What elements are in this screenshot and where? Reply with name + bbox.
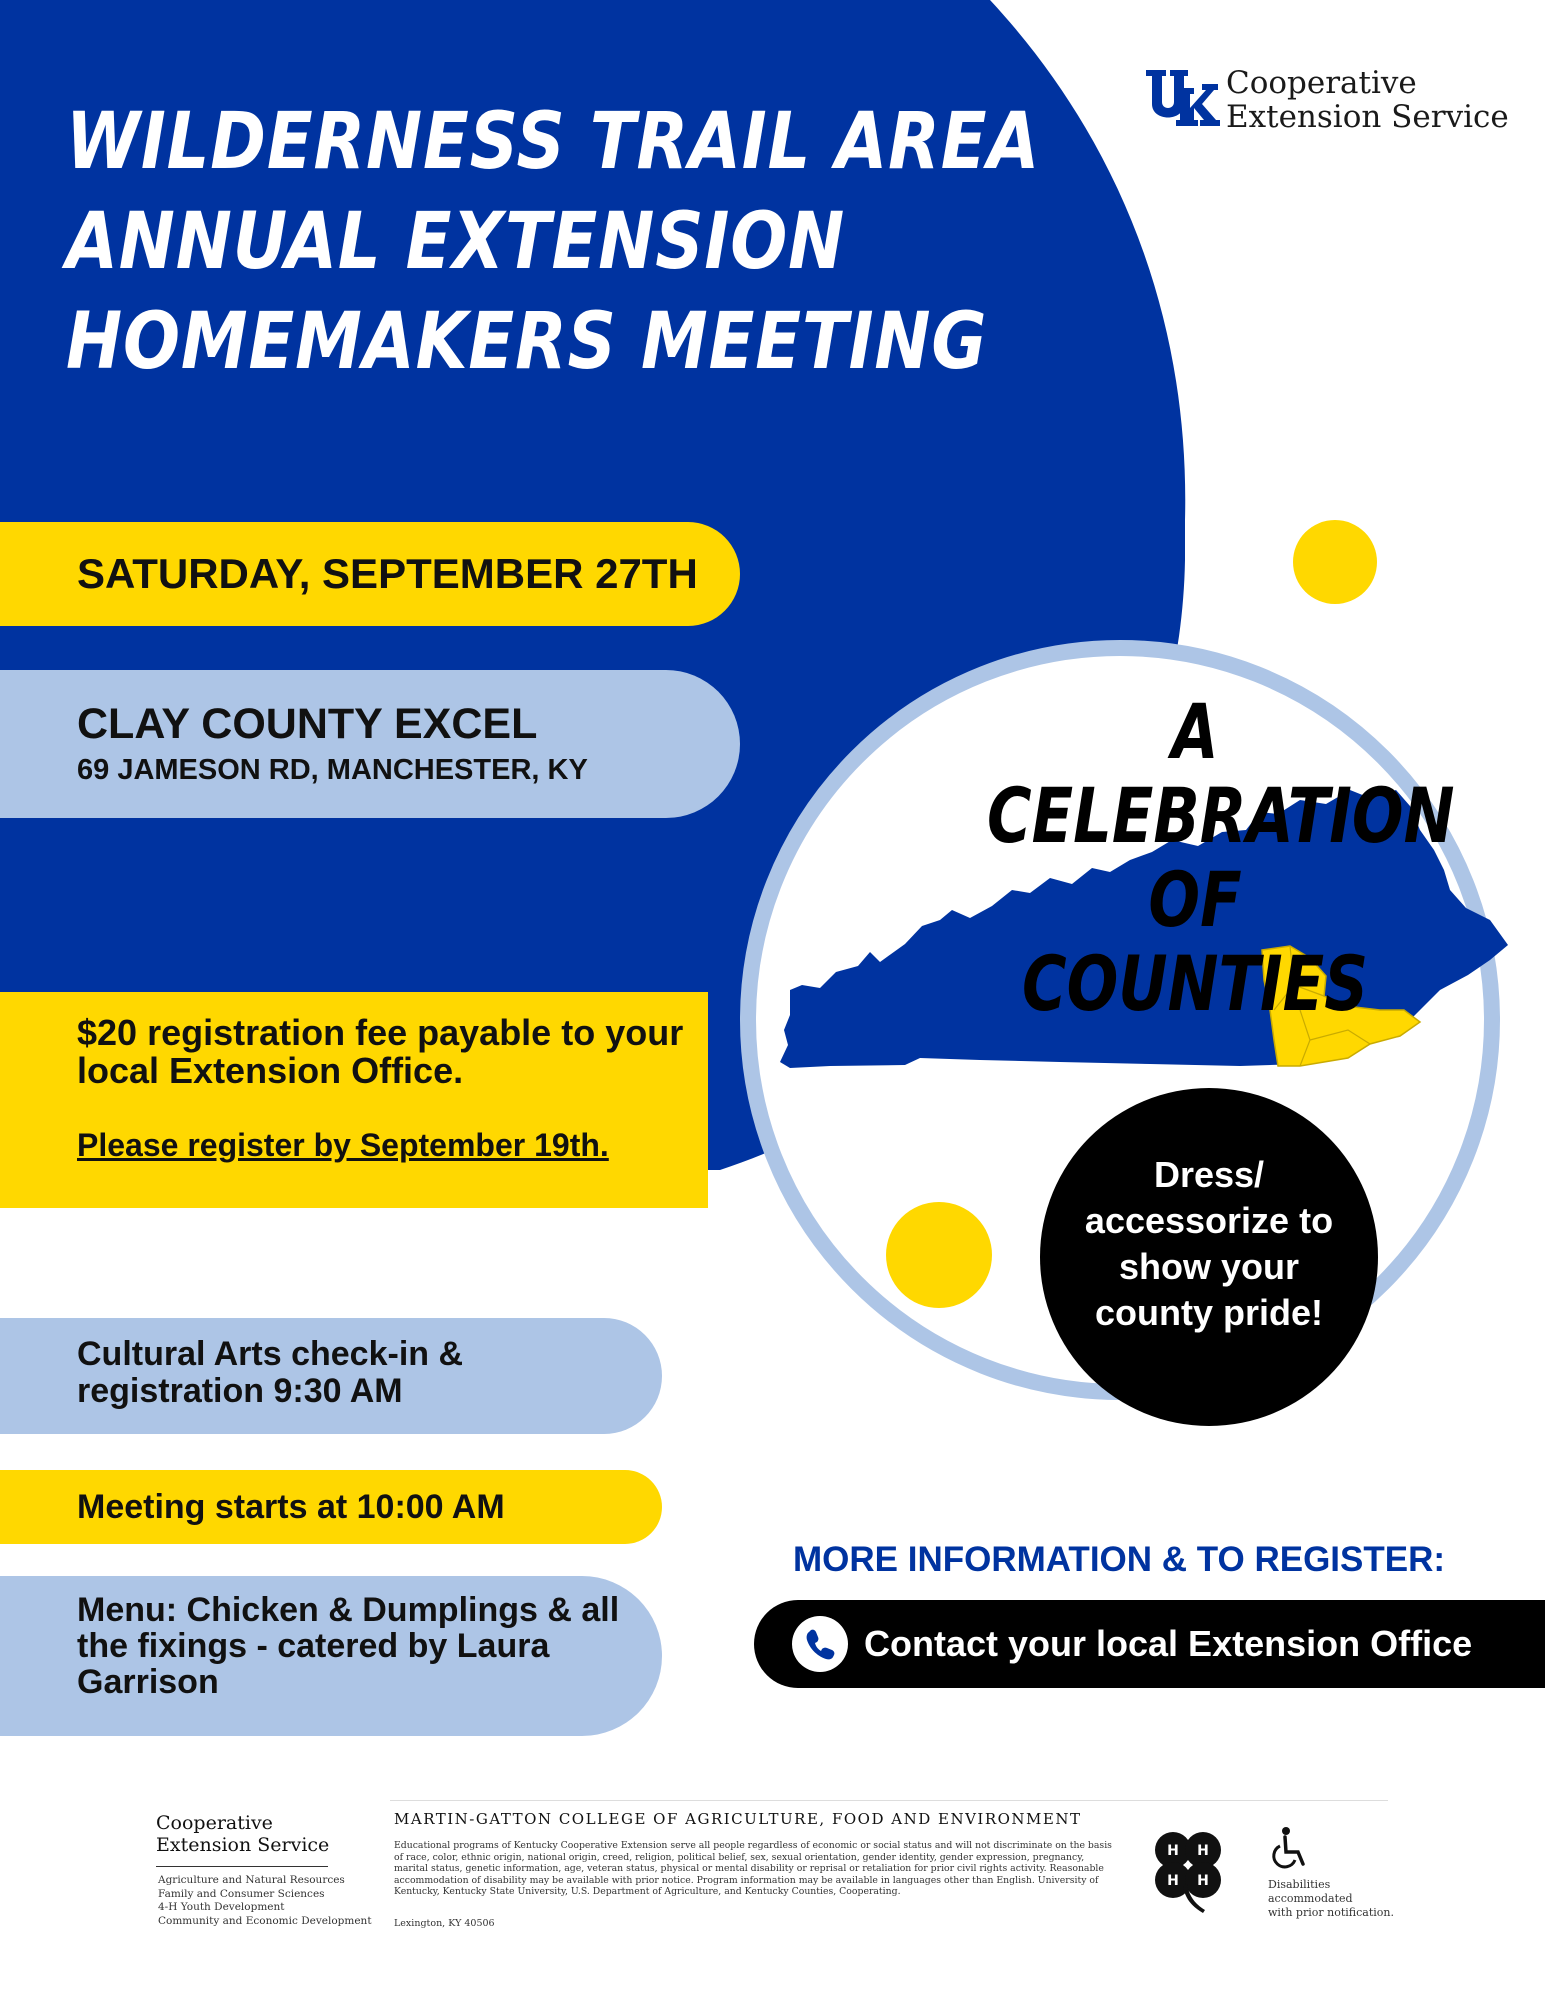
checkin-text: Cultural Arts check-in & registration 9:30 AM [77,1335,464,1410]
footer-ces-name [156,1812,329,1856]
menu-text: Menu: Chicken & Dumplings & all the fixings - catered by Laura Garrison [77,1591,620,1701]
footer-disclaimer: Educational programs of Kentucky Cooperative Extension serve all people regardless of economic or social status and will not discriminate on the basis of race, color, ethnic origin, national origin, creed, religion, political belief, sex, sexual orientation, gender identity, gender expression, pregnancy, marital status, genetic information, age, veteran status, physical or mental disability or reprisal or retaliation for prior civil rights activity. Reasonable accommodation of disability may be available with prior notice. Program information may be available in languages other than English. University of Kentucky, Kentucky State University, U.S. Department of Agriculture, and Kentucky Counties, Cooperating. [394,1840,1112,1897]
footer-divider [390,1800,1388,1801]
program-item: Community and Economic Development [158,1914,372,1927]
phone-icon [792,1616,848,1672]
disabilities-line-3: with prior notification. [1268,1906,1394,1919]
register-by-deadline: Please register by September 19th. [77,1127,609,1163]
event-date: SATURDAY, SEPTEMBER 27TH [0,522,740,626]
venue-pill [0,670,740,818]
county-pride-badge: Dress/ accessorize to show your county pride! [1040,1088,1378,1426]
wheelchair-icon [1268,1826,1308,1870]
program-item: Family and Consumer Sciences [158,1887,325,1900]
svg-text:H: H [1167,1873,1179,1889]
celebration-line-1: A CELEBRATION [987,687,1455,860]
disabilities-line-2: accommodated [1268,1892,1353,1905]
more-info-heading: MORE INFORMATION & TO REGISTER: [793,1540,1446,1579]
program-item: 4-H Youth Development [158,1901,285,1913]
program-item: Agriculture and Natural Resources [158,1874,345,1886]
yellow-dot-top [1293,520,1377,604]
svg-text:H: H [1197,1843,1209,1859]
menu-pill [0,1576,662,1736]
uk-extension-logo [1144,65,1509,136]
celebration-line-2: OF COUNTIES [1022,855,1368,1028]
contact-bar [754,1600,1545,1688]
yellow-dot-bottom [886,1202,992,1308]
celebration-heading [987,687,1455,1028]
footer-ces-divider [156,1866,328,1867]
title-line-3: HOMEMAKERS MEETING [66,297,988,387]
four-h-clover-icon [1143,1824,1233,1914]
registration-fee: $20 registration fee payable to your local Extension Office. [77,1012,684,1091]
logo-text-line-2: Extension Service [1226,99,1509,135]
contact-text: Contact your local Extension Office [864,1623,1473,1664]
svg-text:H: H [1167,1843,1179,1859]
uk-logo-icon [1144,68,1220,128]
svg-text:H: H [1197,1873,1209,1889]
footer-college-name: MARTIN-GATTON COLLEGE OF AGRICULTURE, FOOD AND ENVIRONMENT [394,1810,1082,1828]
page-title [66,92,1041,392]
meeting-start: Meeting starts at 10:00 AM [0,1470,662,1544]
footer-program-list [158,1874,372,1928]
footer-city: Lexington, KY 40506 [394,1918,495,1929]
logo-text-line-1: Cooperative [1226,65,1417,101]
footer-ces-line-1: Cooperative [156,1812,273,1834]
disabilities-note [1268,1878,1394,1920]
registration-box [0,992,708,1208]
venue-address: 69 JAMESON RD, MANCHESTER, KY [77,754,588,786]
logo-text [1226,66,1509,134]
venue-name: CLAY COUNTY EXCEL [77,700,538,748]
title-line-1: WILDERNESS TRAIL AREA [66,97,1041,187]
title-line-2: ANNUAL EXTENSION [66,197,846,287]
disabilities-line-1: Disabilities [1268,1878,1331,1891]
footer-ces-line-2: Extension Service [156,1834,330,1856]
checkin-time [0,1318,662,1434]
